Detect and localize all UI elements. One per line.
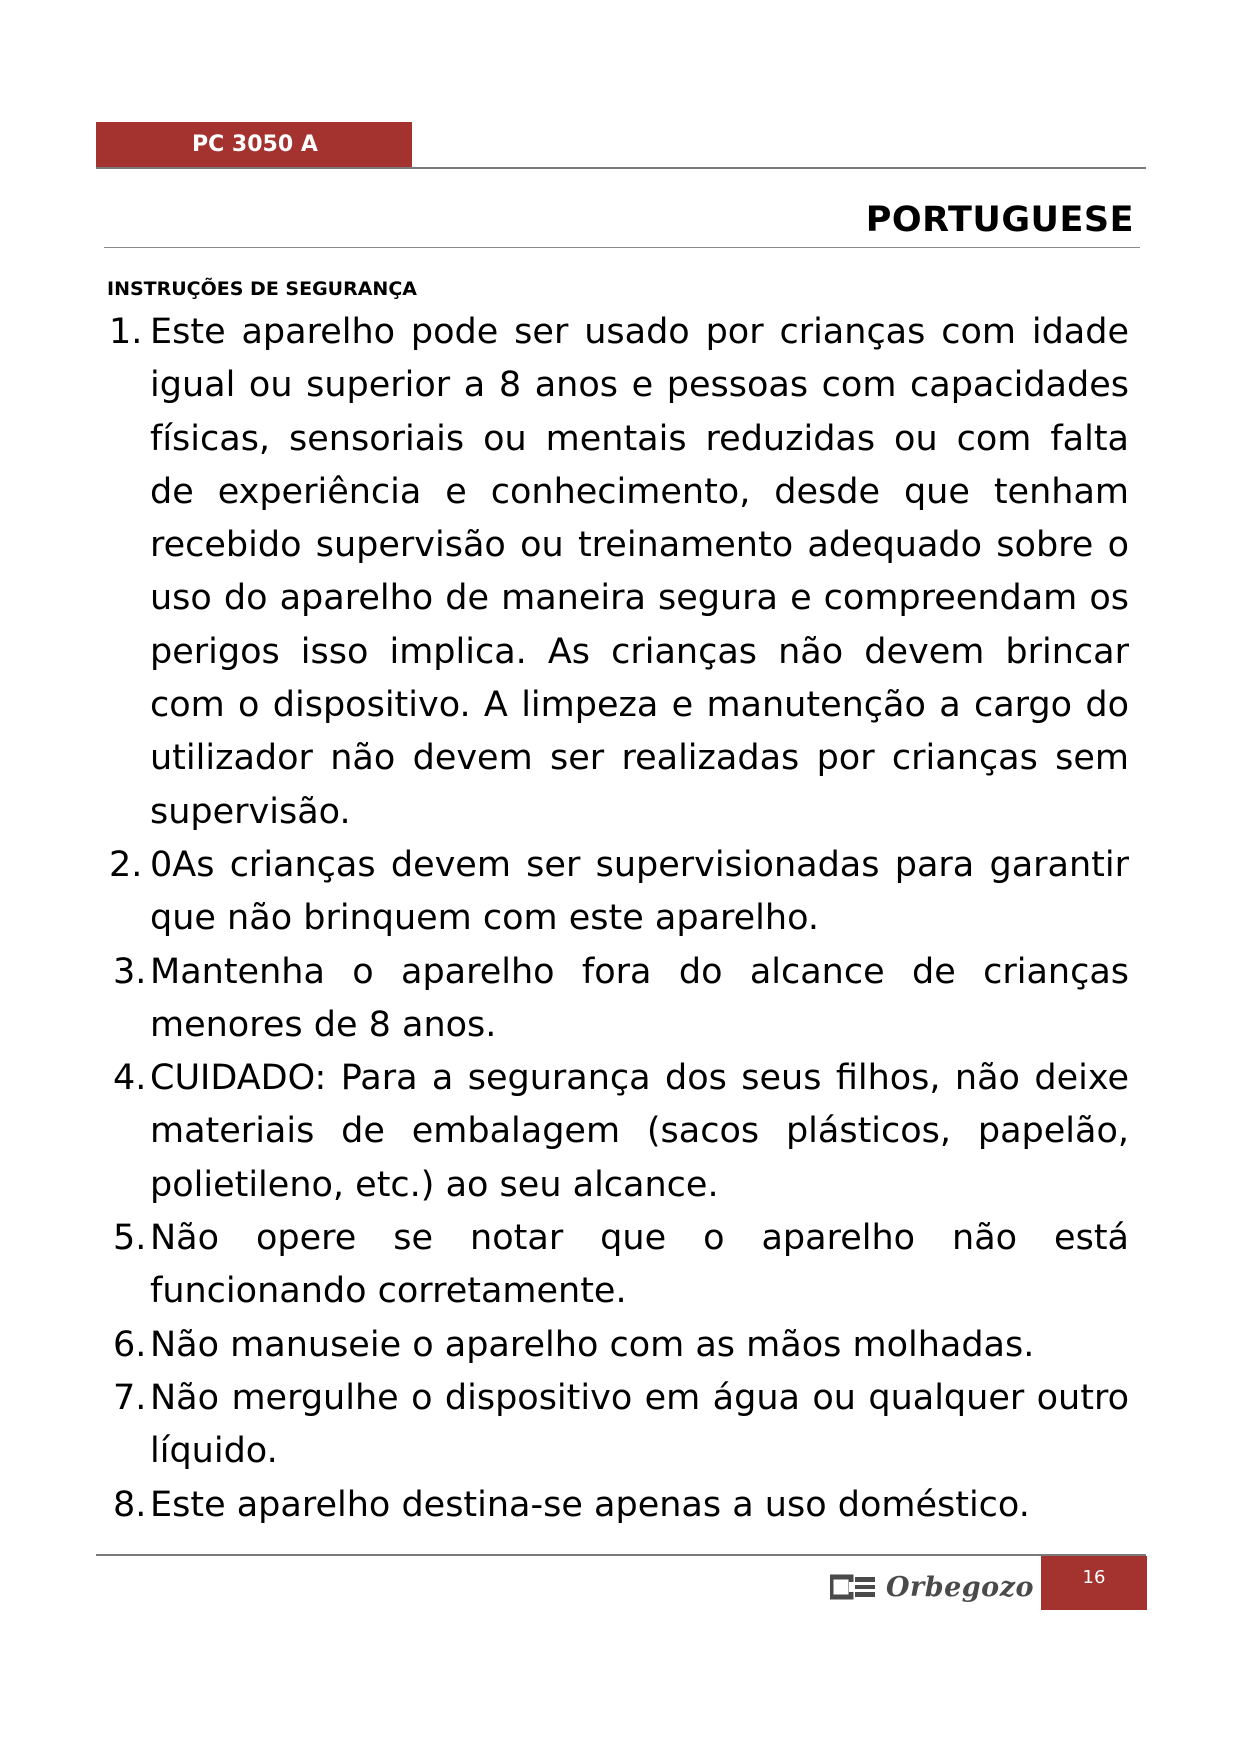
brand-logo (830, 1566, 1034, 1608)
instruction-number: 8. (113, 1484, 147, 1525)
instruction-number: 5. (113, 1218, 147, 1259)
instruction-text: CUIDADO: Para a segurança dos seus filhos, não deixe materiais de embalagem (sacos plásticos, papelão, polietileno, etc.) ao seu alcance. (150, 1058, 1129, 1205)
instruction-text: Este aparelho destina-se apenas a uso doméstico. (150, 1484, 1030, 1525)
instruction-number: 3. (113, 951, 147, 992)
title-divider (104, 247, 1140, 248)
language-title: PORTUGUESE (865, 200, 1134, 240)
instruction-item (113, 1319, 1129, 1372)
instruction-item (113, 946, 1129, 1053)
section-title: INSTRUÇÕES DE SEGURANÇA (107, 278, 417, 300)
instruction-text: Não mergulhe o dispositivo em água ou qualquer outro líquido. (150, 1377, 1129, 1472)
instruction-number: 2. (109, 844, 143, 885)
brand-mark-icon (830, 1574, 876, 1600)
model-label: PC 3050 A (192, 132, 318, 157)
page-number-box (1041, 1556, 1147, 1610)
instruction-text: Este aparelho pode ser usado por crianças com idade igual ou superior a 8 anos e pessoas com capacidades físicas, sensoriais ou mentais reduzidas ou com falta de experiência e conhecimento, desde que tenham recebido supervisão ou treinamento adequado sobre o uso do aparelho de maneira segura e compreendam os perigos isso implica. As crianças não devem brincar com o dispositivo. A limpeza e manutenção a cargo do utilizador não devem ser realizadas por crianças sem supervisão. (150, 312, 1129, 832)
instruction-number: 6. (113, 1324, 147, 1365)
instruction-list (109, 306, 1129, 1532)
model-tab (96, 122, 412, 167)
instruction-item (113, 1372, 1129, 1479)
instruction-item (109, 839, 1129, 946)
page-number: 16 (1082, 1567, 1106, 1588)
instruction-item (109, 306, 1129, 839)
footer-divider (96, 1554, 1146, 1556)
instruction-item (113, 1212, 1129, 1319)
instruction-item (113, 1052, 1129, 1212)
header-divider (96, 167, 1146, 169)
instruction-text: Não manuseie o aparelho com as mãos molhadas. (150, 1324, 1035, 1365)
instruction-item (113, 1479, 1129, 1532)
instruction-text: Mantenha o aparelho fora do alcance de crianças menores de 8 anos. (150, 951, 1129, 1045)
instruction-number: 7. (113, 1377, 147, 1418)
brand-name: Orbegozo (886, 1571, 1035, 1603)
instruction-text: Não opere se notar que o aparelho não está funcionando corretamente. (150, 1218, 1129, 1312)
instruction-number: 4. (113, 1058, 147, 1099)
instruction-number: 1. (109, 312, 143, 352)
instruction-text: 0As crianças devem ser supervisionadas para garantir que não brinquem com este aparelho. (150, 844, 1129, 939)
